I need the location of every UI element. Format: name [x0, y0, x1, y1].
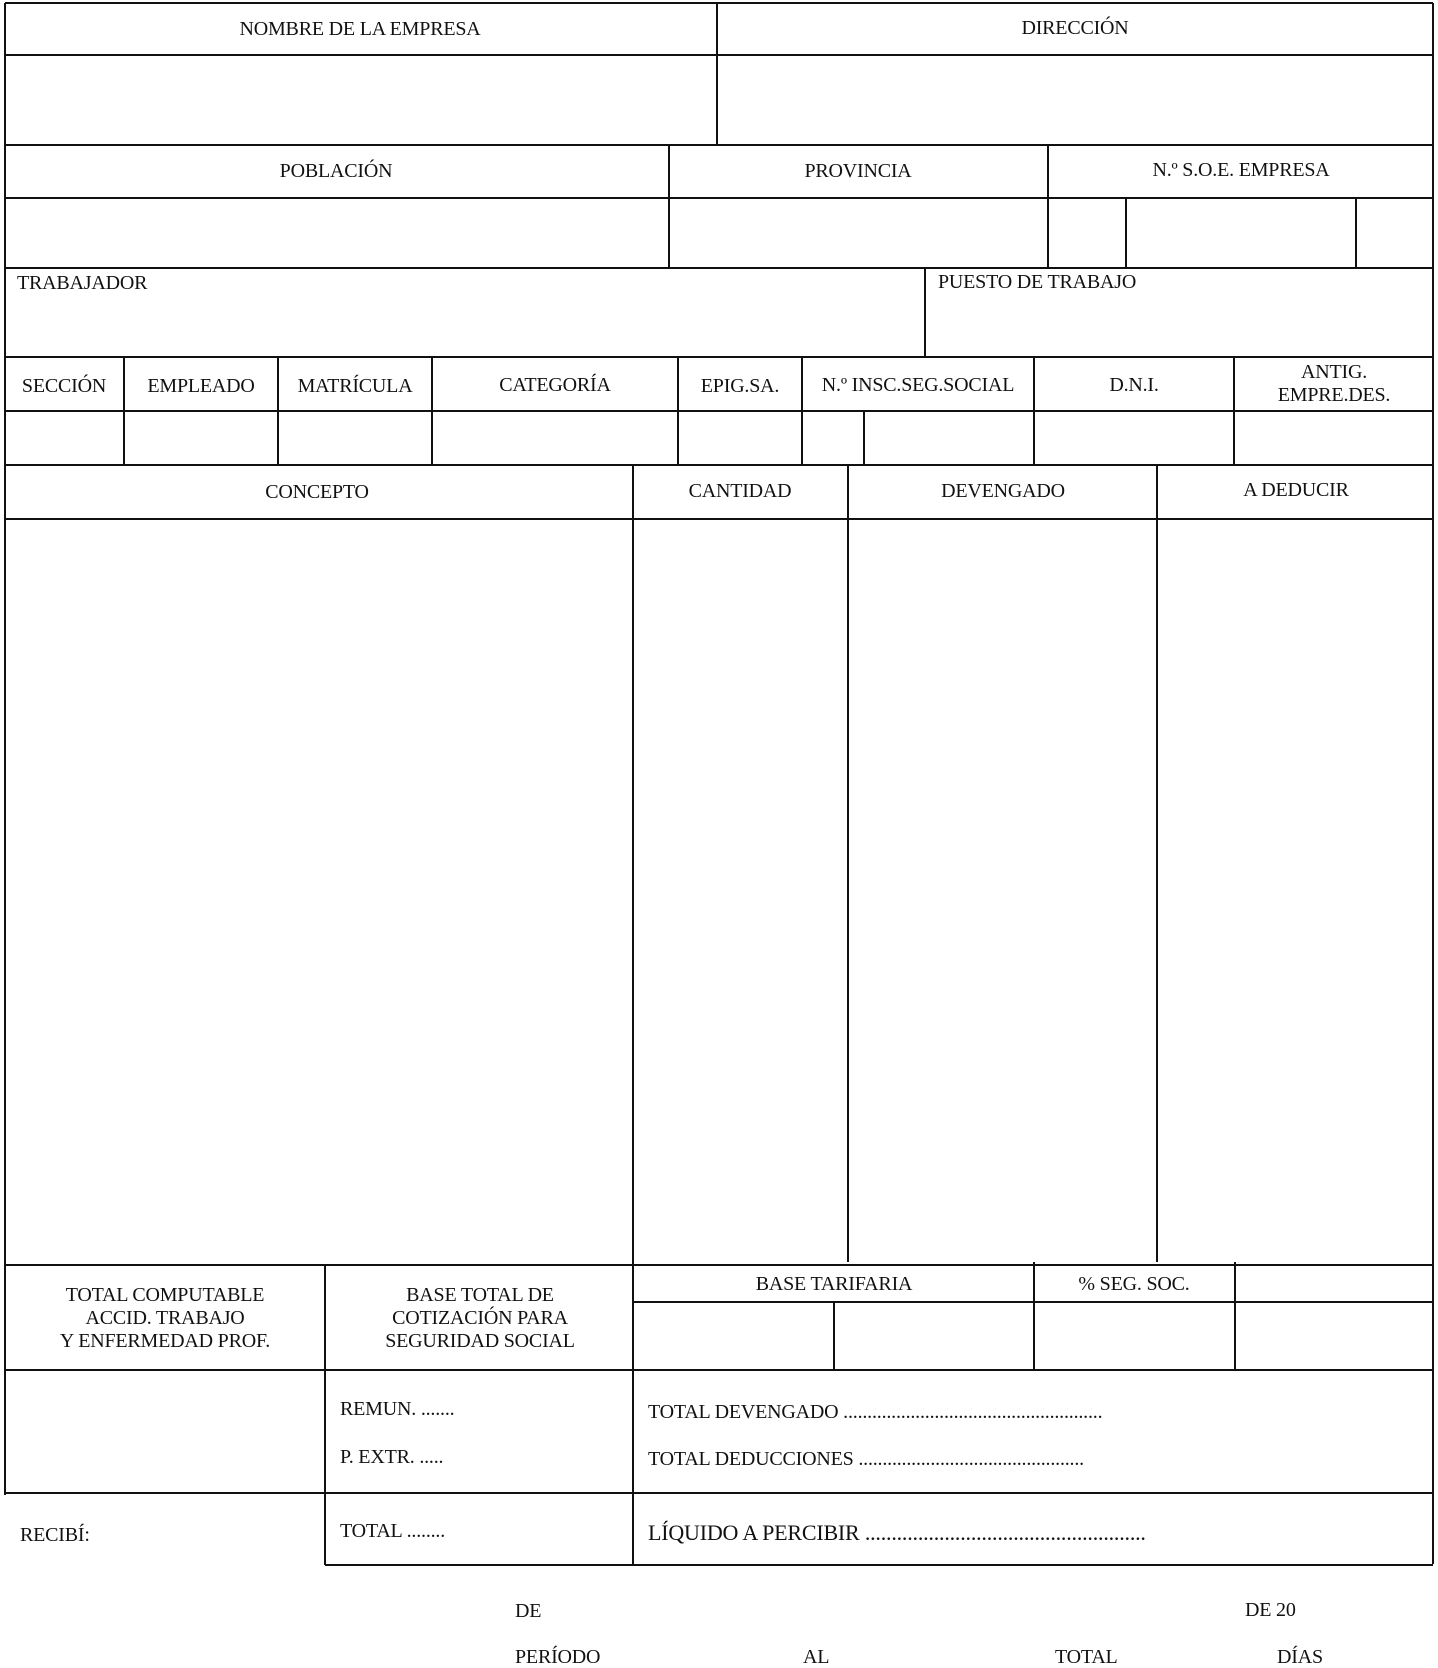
tariff-base-field-1[interactable] [636, 1305, 831, 1367]
footer-days: DÍAS [1277, 1646, 1323, 1668]
category-label: CATEGORÍA [499, 374, 611, 396]
soe-number-field[interactable] [1051, 201, 1431, 265]
ss-percent-label: % SEG. SOC. [1078, 1273, 1190, 1295]
computable-label-line2: ACCID. TRABAJO [85, 1307, 245, 1329]
footer-de: DE [515, 1600, 542, 1622]
base-label-line3: SEGURIDAD SOCIAL [385, 1330, 575, 1352]
ss-extra-field[interactable] [1238, 1305, 1430, 1367]
extra-pay-label: P. EXTR. ..... [340, 1446, 444, 1468]
address-label: DIRECCIÓN [1021, 17, 1129, 39]
province-label: PROVINCIA [804, 160, 912, 182]
town-label: POBLACIÓN [279, 160, 393, 182]
registration-field[interactable] [281, 414, 429, 462]
category-field[interactable] [435, 414, 675, 462]
accrued-header: DEVENGADO [941, 480, 1065, 502]
company-name-field[interactable] [8, 58, 714, 142]
seniority-label-line1: ANTIG. [1300, 361, 1368, 383]
employee-label: EMPLEADO [147, 375, 255, 397]
quantity-column-area[interactable] [636, 522, 845, 1262]
received-label: RECIBÍ: [20, 1524, 90, 1546]
quantity-header: CANTIDAD [688, 480, 792, 502]
footer-al: AL [803, 1646, 830, 1668]
seniority-field[interactable] [1237, 414, 1430, 462]
employee-field[interactable] [127, 414, 275, 462]
dni-field[interactable] [1037, 414, 1231, 462]
ss-percent-field[interactable] [1037, 1305, 1232, 1367]
footer-total: TOTAL [1055, 1646, 1118, 1668]
total-deductions-label: TOTAL DEDUCCIONES ............................................... [648, 1448, 1084, 1470]
province-field[interactable] [672, 201, 1045, 265]
accrued-column-area[interactable] [851, 522, 1154, 1262]
worker-field[interactable] [8, 296, 922, 354]
footer-period: PERÍODO [515, 1646, 601, 1668]
tariff-base-field-2[interactable] [837, 1305, 1031, 1367]
job-position-label: PUESTO DE TRABAJO [938, 271, 1137, 293]
epig-label: EPIG.SA. [700, 375, 780, 397]
remun-label: REMUN. ....... [340, 1398, 455, 1420]
base-label-line2: COTIZACIÓN PARA [392, 1307, 568, 1329]
epig-field[interactable] [681, 414, 799, 462]
soe-number-label: N.º S.O.E. EMPRESA [1152, 159, 1330, 181]
total-label: TOTAL ........ [340, 1520, 446, 1542]
concept-header: CONCEPTO [265, 481, 369, 503]
computable-label-line3: Y ENFERMEDAD PROF. [59, 1330, 271, 1352]
worker-label: TRABAJADOR [17, 272, 148, 294]
registration-label: MATRÍCULA [297, 375, 413, 397]
section-field[interactable] [8, 414, 121, 462]
concept-column-area[interactable] [8, 522, 630, 1262]
computable-field[interactable] [8, 1373, 322, 1490]
ss-number-field[interactable] [805, 414, 1031, 462]
dni-label: D.N.I. [1109, 374, 1159, 396]
address-field[interactable] [720, 58, 1430, 142]
deduct-column-area[interactable] [1160, 522, 1430, 1262]
base-label-line1: BASE TOTAL DE [406, 1284, 554, 1306]
net-pay-label: LÍQUIDO A PERCIBIR ..................................................... [648, 1520, 1146, 1545]
seniority-label-line2: EMPRE.DES. [1277, 384, 1391, 406]
deduct-header: A DEDUCIR [1243, 479, 1349, 501]
tariff-base-label: BASE TARIFARIA [755, 1273, 913, 1295]
job-position-field[interactable] [928, 296, 1430, 354]
ss-number-label: N.º INSC.SEG.SOCIAL [821, 374, 1015, 396]
computable-label-line1: TOTAL COMPUTABLE [65, 1284, 265, 1306]
company-name-label: NOMBRE DE LA EMPRESA [239, 18, 481, 40]
total-accrued-label: TOTAL DEVENGADO ...................................................... [648, 1401, 1103, 1423]
footer-de-20: DE 20 [1245, 1599, 1296, 1621]
section-label: SECCIÓN [21, 375, 107, 397]
town-field[interactable] [8, 201, 666, 265]
